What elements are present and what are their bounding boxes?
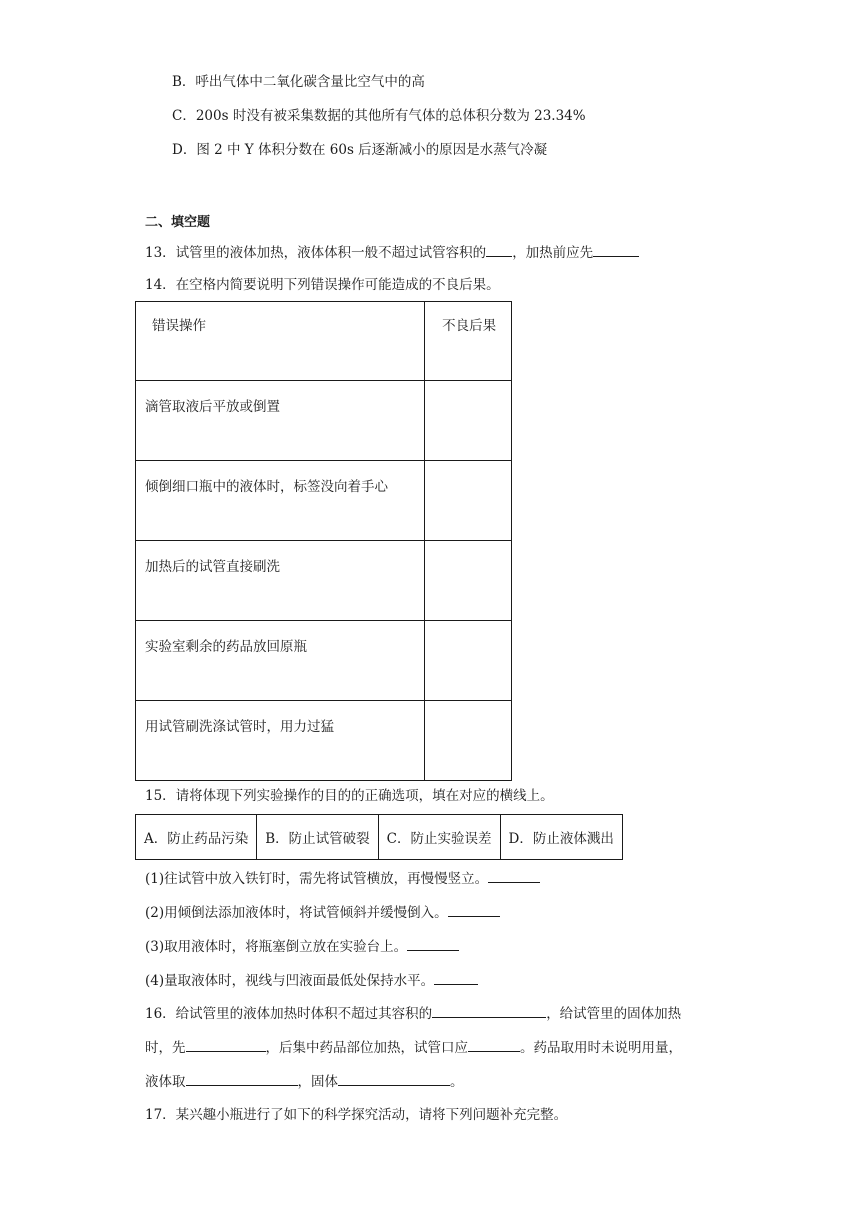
q15-blank-2[interactable] — [448, 902, 500, 917]
option-a-cell: A．防止药品污染 — [136, 815, 257, 860]
option-d: D．图 2 中 Y 体积分数在 60s 后逐渐减小的原因是水蒸气冷凝 — [172, 142, 548, 158]
option-b-cell: B．防止试管破裂 — [257, 815, 378, 860]
section-heading: 二、填空题 — [145, 215, 211, 230]
option-d-cell: D．防止液体溅出 — [500, 815, 622, 860]
error-operations-table — [135, 301, 512, 781]
question-16-line-2 — [145, 1037, 682, 1058]
purpose-options-table — [135, 814, 623, 860]
question-16-line-3 — [145, 1071, 464, 1092]
q15-item-text: (3)取用液体时，将瓶塞倒立放在实验台上。 — [145, 939, 408, 955]
q16-text: 。药品取用时未说明用量， — [520, 1040, 682, 1056]
header-consequence: 不良后果 — [442, 318, 497, 334]
q15-item-3 — [145, 936, 459, 957]
table-row — [136, 461, 512, 541]
error-op-cell: 实验室剩余的药品放回原瓶 — [145, 639, 307, 655]
table-row — [136, 701, 512, 781]
q13-blank-2[interactable] — [593, 242, 639, 257]
q16-blank-3[interactable] — [468, 1037, 520, 1052]
q16-text: ，给试管里的固体加热 — [546, 1006, 682, 1022]
header-error-op: 错误操作 — [152, 318, 206, 334]
q15-item-text: (2)用倾倒法添加液体时，将试管倾斜并缓慢倒入。 — [145, 905, 448, 921]
error-op-cell: 用试管刷洗涤试管时，用力过猛 — [145, 719, 334, 735]
q15-blank-3[interactable] — [407, 936, 459, 951]
q13-blank-1[interactable] — [486, 242, 512, 257]
question-17: 17．某兴趣小瓶进行了如下的科学探究活动，请将下列问题补充完整。 — [145, 1107, 568, 1123]
option-c-cell: C．防止实验误差 — [378, 815, 500, 860]
q16-blank-1[interactable] — [432, 1003, 546, 1018]
q15-item-2 — [145, 902, 500, 923]
question-15: 15．请将体现下列实验操作的目的的正确选项，填在对应的横线上。 — [145, 788, 554, 804]
q16-text: ，固体 — [297, 1074, 338, 1090]
q16-blank-4[interactable] — [186, 1071, 298, 1086]
table-row — [136, 381, 512, 461]
q15-blank-1[interactable] — [488, 868, 540, 883]
q13-text-a: 13．试管里的液体加热，液体体积一般不超过试管容积的 — [145, 245, 487, 261]
table-row — [136, 541, 512, 621]
question-14: 14．在空格内简要说明下列错误操作可能造成的不良后果。 — [145, 277, 500, 293]
question-16-line-1 — [145, 1003, 681, 1024]
q16-text: 16．给试管里的液体加热时体积不超过其容积的 — [145, 1006, 433, 1022]
q16-text: ，后集中药品部位加热，试管口应 — [265, 1040, 468, 1056]
consequence-cell[interactable] — [425, 701, 512, 781]
error-op-cell: 倾倒细口瓶中的液体时，标签没向着手心 — [145, 479, 388, 495]
consequence-cell[interactable] — [425, 381, 512, 461]
consequence-cell[interactable] — [425, 621, 512, 701]
q15-item-1 — [145, 868, 540, 889]
error-op-cell: 加热后的试管直接刷洗 — [145, 559, 280, 575]
q16-text: 液体取 — [145, 1074, 186, 1090]
option-c: C．200s 时没有被采集数据的其他所有气体的总体积分数为 23.34% — [172, 108, 586, 124]
question-13 — [145, 242, 639, 263]
q15-item-text: (1)往试管中放入铁钉时，需先将试管横放，再慢慢竖立。 — [145, 871, 489, 887]
q16-text: 。 — [450, 1074, 464, 1090]
q15-blank-4[interactable] — [434, 970, 478, 985]
consequence-cell[interactable] — [425, 461, 512, 541]
q16-blank-2[interactable] — [186, 1037, 266, 1052]
option-b: B．呼出气体中二氧化碳含量比空气中的高 — [172, 74, 425, 90]
consequence-cell[interactable] — [425, 541, 512, 621]
error-op-cell: 滴管取液后平放或倒置 — [145, 399, 280, 415]
q13-text-b: ，加热前应先 — [512, 245, 594, 261]
q16-blank-5[interactable] — [338, 1071, 450, 1086]
q16-text: 时，先 — [145, 1040, 186, 1056]
q15-item-4 — [145, 970, 478, 991]
table-header-row — [136, 302, 512, 381]
q15-item-text: (4)量取液体时，视线与凹液面最低处保持水平。 — [145, 973, 435, 989]
table-row — [136, 621, 512, 701]
